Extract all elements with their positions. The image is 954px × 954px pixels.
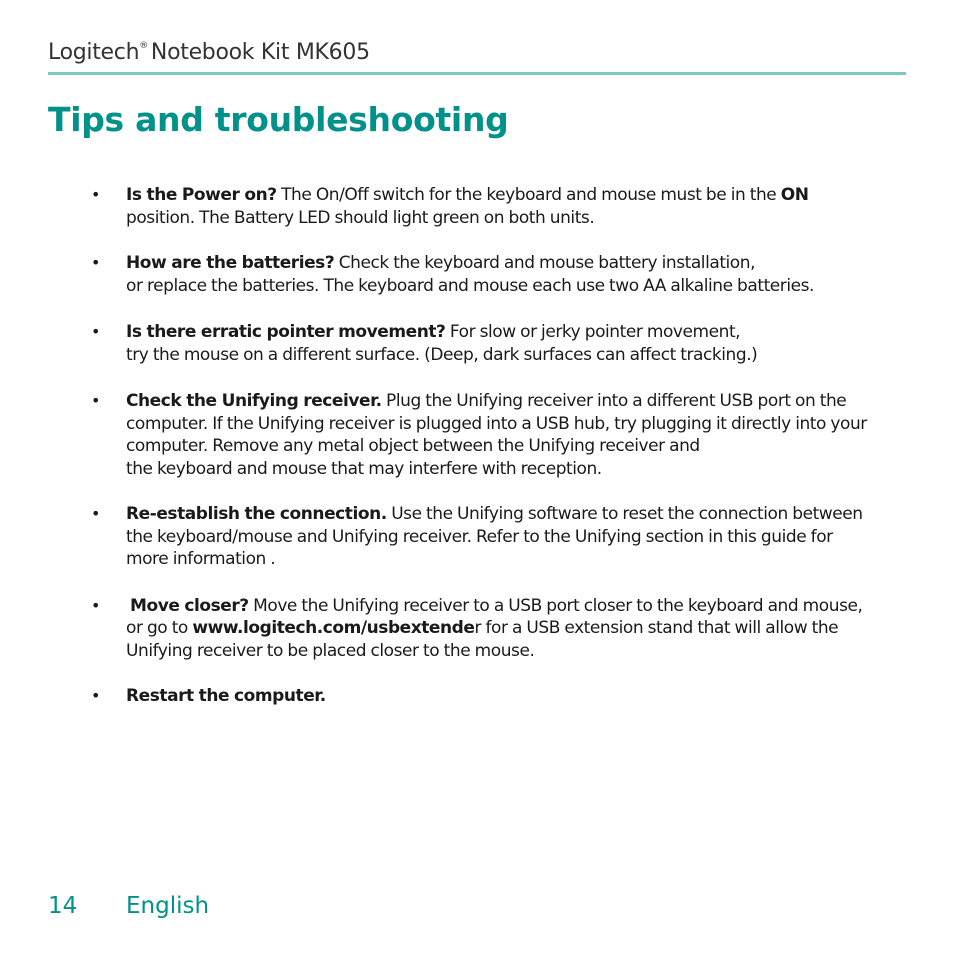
bullet: • — [91, 391, 100, 410]
tip-text: Plug the Unifying receiver into a different USB port on the computer. If the Unifying receiver is plugged into a USB hub, try plugging it directly into your computer. Remove any metal object between the Unifying receiver and — [126, 391, 867, 456]
tip-reconnect — [0, 503, 876, 571]
tip-text: or replace the batteries. The keyboard and mouse each use two AA alkaline batteries. — [126, 275, 814, 296]
registered-mark: ® — [139, 41, 148, 51]
bullet: • — [91, 595, 100, 615]
tip-move-closer — [0, 595, 876, 663]
tip-bold-on: ON — [780, 185, 809, 205]
header-product: Notebook Kit MK605 — [150, 40, 370, 65]
tip-text: position. The Battery LED should light green on both units. — [126, 207, 595, 228]
tip-text: Move the Unifying receiver to a USB port closer to the keyboard and mouse, or go to — [126, 595, 863, 638]
header-brand: Logitech — [48, 40, 140, 65]
tip-power — [0, 184, 876, 229]
running-header — [48, 40, 370, 65]
tip-lead: Check the Unifying receiver. — [126, 391, 382, 411]
tip-lead: Restart the computer. — [126, 686, 326, 706]
tip-text: Check the keyboard and mouse battery installation, — [334, 253, 756, 273]
tips-list — [0, 184, 954, 708]
tip-lead: How are the batteries? — [126, 253, 335, 273]
usbextender-link[interactable]: www.logitech.com/usbextende — [192, 618, 475, 638]
tip-lead: Is there erratic pointer movement? — [126, 322, 446, 342]
tip-text: For slow or jerky pointer movement, — [445, 322, 741, 342]
tip-text: r for a USB extension stand that will allow the Unifying receiver to be placed closer to the mouse. — [126, 618, 839, 661]
page-title: Tips and troubleshooting — [48, 100, 509, 139]
tip-text: the keyboard and mouse that may interfere with reception. — [126, 458, 602, 479]
tip-receiver — [0, 390, 876, 480]
bullet: • — [91, 253, 100, 272]
bullet: • — [91, 504, 100, 523]
tip-lead: Move closer? — [130, 595, 249, 616]
footer-language: English — [126, 893, 210, 919]
tip-batteries — [0, 252, 876, 297]
tip-lead: Is the Power on? — [126, 185, 277, 205]
bullet: • — [91, 185, 100, 204]
tip-text: Use the Unifying software to reset the connection between the keyboard/mouse and Unifying receiver. Refer to the Unifying section in this guide for more information . — [126, 504, 863, 569]
page-number: 14 — [48, 893, 78, 919]
tip-restart — [0, 685, 876, 708]
header-rule — [48, 72, 906, 75]
bullet: • — [91, 322, 100, 341]
tip-text: try the mouse on a different surface. (Deep, dark surfaces can affect tracking.) — [126, 344, 758, 365]
tip-pointer — [0, 321, 876, 366]
tip-text: The On/Off switch for the keyboard and mouse must be in the — [276, 185, 781, 205]
bullet: • — [91, 686, 100, 705]
tip-lead: Re-establish the connection. — [126, 504, 387, 524]
